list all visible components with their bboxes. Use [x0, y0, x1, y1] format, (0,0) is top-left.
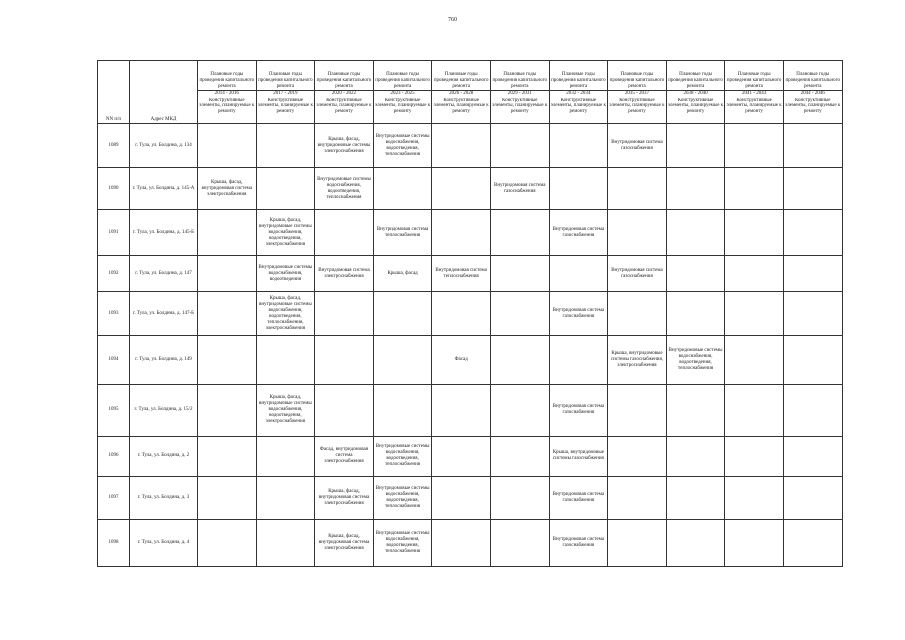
repair-cell: Крыша, фасад, внутридомовые системы водоснабжения, водоотведения, электроснабжения: [256, 210, 315, 256]
repair-cell: [666, 124, 725, 168]
repair-cell: [666, 384, 725, 436]
repair-cell: [608, 436, 667, 476]
repair-cell: Крыша, фасад, внутридомовая система электроснабжения: [198, 168, 257, 210]
repair-cell: [490, 519, 549, 566]
year-range: 2014 - 2016: [198, 91, 257, 98]
repair-cell: [725, 476, 784, 519]
repair-cell: [490, 336, 549, 384]
table-row: [98, 336, 843, 384]
elements-label: Конструктивные элементы, планируемые к ремонту: [549, 98, 608, 124]
repair-cell: [373, 168, 432, 210]
row-number: 1094: [98, 336, 130, 384]
repair-cell: [725, 124, 784, 168]
period-label: Плановые годы проведения капитального ремонта: [783, 61, 842, 91]
repair-cell: [198, 476, 257, 519]
row-address: г. Тула, ул. Болдина, д. 4: [130, 519, 198, 566]
year-range: 2041 - 2043: [725, 91, 784, 98]
row-number: 1097: [98, 476, 130, 519]
repair-cell: Внутридомовая система газоснабжения: [549, 210, 608, 256]
elements-label: Конструктивные элементы, планируемые к ремонту: [256, 98, 315, 124]
repair-cell: [490, 384, 549, 436]
repair-cell: [783, 210, 842, 256]
repair-cell: Крыша, фасад, внутридомовые системы электроснабжения: [315, 124, 374, 168]
repair-cell: [608, 292, 667, 336]
repair-cell: [783, 519, 842, 566]
row-number: 1098: [98, 519, 130, 566]
table-row: [98, 256, 843, 292]
elements-label: Конструктивные элементы, планируемые к ремонту: [198, 98, 257, 124]
row-address: г. Тула, ул. Болдина, д. 147-Б: [130, 292, 198, 336]
repair-cell: [725, 210, 784, 256]
repair-cell: Крыша, фасад: [373, 256, 432, 292]
period-label: Плановые годы проведения капитального ремонта: [256, 61, 315, 91]
row-number: 1092: [98, 256, 130, 292]
repair-cell: [432, 436, 491, 476]
repair-cell: [549, 124, 608, 168]
repair-cell: [432, 519, 491, 566]
repair-cell: [666, 256, 725, 292]
year-range: 2038 - 2040: [666, 91, 725, 98]
table-row: [98, 384, 843, 436]
row-address: г. Тула, ул. Болдина, д. 134: [130, 124, 198, 168]
repair-cell: [783, 436, 842, 476]
repair-cell: [490, 210, 549, 256]
repair-cell: [549, 336, 608, 384]
repair-cell: [432, 476, 491, 519]
repair-cell: [783, 292, 842, 336]
year-range: 2029 - 2031: [490, 91, 549, 98]
year-range: 2020 - 2022: [315, 91, 374, 98]
repair-cell: [198, 210, 257, 256]
row-address: г. Тула, ул. Болдина, д. 2: [130, 436, 198, 476]
repair-cell: Крыша, фасад, внутридомовые системы водоснабжения, водоотведения, теплоснабжения, электроснабжения: [256, 292, 315, 336]
row-number: 1090: [98, 168, 130, 210]
repair-cell: [256, 476, 315, 519]
row-address: г. Тула, ул. Болдина, д. 147: [130, 256, 198, 292]
repair-cell: Внутридомовые системы водоснабжения, водоотведения, теплоснабжения: [666, 336, 725, 384]
repair-cell: [198, 292, 257, 336]
table-row: [98, 124, 843, 168]
repair-cell: Внутридомовые системы водоснабжения, водоотведения, теплоснабжения: [373, 476, 432, 519]
row-number: 1089: [98, 124, 130, 168]
repair-cell: [490, 124, 549, 168]
repair-cell: [783, 336, 842, 384]
repair-cell: [256, 436, 315, 476]
table-row: [98, 476, 843, 519]
period-label: Плановые годы проведения капитального ремонта: [490, 61, 549, 91]
repair-cell: [256, 519, 315, 566]
repair-cell: [373, 384, 432, 436]
repair-cell: [490, 476, 549, 519]
repair-cell: [198, 336, 257, 384]
row-number: 1096: [98, 436, 130, 476]
repair-cell: Внутридомовая система газоснабжения: [549, 519, 608, 566]
header-row-years: [98, 91, 843, 98]
repair-cell: [373, 336, 432, 384]
period-label: Плановые годы проведения капитального ремонта: [198, 61, 257, 91]
repair-cell: [608, 384, 667, 436]
repair-cell: [725, 168, 784, 210]
repair-cell: Внутридомовая система газоснабжения: [608, 256, 667, 292]
repair-cell: [315, 384, 374, 436]
elements-label: Конструктивные элементы, планируемые к ремонту: [608, 98, 667, 124]
repair-cell: [549, 168, 608, 210]
repair-cell: Внутридомовые системы водоснабжения, водоотведения, теплоснабжения: [373, 124, 432, 168]
repair-cell: Крыша, фасад, внутридомовые системы водоснабжения, водоотведения, электроснабжения: [256, 384, 315, 436]
repair-cell: [373, 292, 432, 336]
repair-cell: Внутридомовые системы водоснабжения, водоотведения, теплоснабжения: [315, 168, 374, 210]
period-label: Плановые годы проведения капитального ремонта: [315, 61, 374, 91]
year-range: 2026 - 2028: [432, 91, 491, 98]
row-address: г. Тула, ул. Болдина, д. 145-А: [130, 168, 198, 210]
elements-label: Конструктивные элементы, планируемые к ремонту: [783, 98, 842, 124]
repair-cell: [198, 124, 257, 168]
repair-cell: [198, 519, 257, 566]
repair-cell: [198, 384, 257, 436]
column-header-address: Адрес МКД: [130, 61, 198, 124]
year-range: 2032 - 2034: [549, 91, 608, 98]
header-row-elements: [98, 98, 843, 124]
repair-cell: [666, 168, 725, 210]
repair-cell: Крыша, внутридомовые системы газоснабжения, электроснабжения: [608, 336, 667, 384]
row-number: 1093: [98, 292, 130, 336]
elements-label: Конструктивные элементы, планируемые к ремонту: [725, 98, 784, 124]
year-range: 2023 - 2025: [373, 91, 432, 98]
elements-label: Конструктивные элементы, планируемые к ремонту: [666, 98, 725, 124]
repair-cell: [666, 476, 725, 519]
column-header-number: NN п/п: [98, 61, 130, 124]
repair-cell: Внутридомовая система газоснабжения: [549, 476, 608, 519]
row-address: г. Тула, ул. Болдина, д. 145-Б: [130, 210, 198, 256]
repair-cell: [783, 384, 842, 436]
elements-label: Конструктивные элементы, планируемые к ремонту: [432, 98, 491, 124]
table-row: [98, 436, 843, 476]
table-row: [98, 519, 843, 566]
repair-cell: [432, 168, 491, 210]
repair-cell: [256, 168, 315, 210]
repair-cell: Внутридомовая система газоснабжения: [549, 384, 608, 436]
repair-cell: [432, 384, 491, 436]
repair-cell: [490, 436, 549, 476]
year-range: 2035 - 2037: [608, 91, 667, 98]
repair-cell: Фасад: [432, 336, 491, 384]
header-row-period: [98, 61, 843, 91]
repair-cell: [725, 292, 784, 336]
repair-cell: [198, 436, 257, 476]
repair-cell: [666, 519, 725, 566]
period-label: Плановые годы проведения капитального ремонта: [666, 61, 725, 91]
repair-cell: Крыша, фасад, внутридомовая система электроснабжения: [315, 519, 374, 566]
repair-cell: [315, 336, 374, 384]
year-range: 2017 - 2019: [256, 91, 315, 98]
repair-cell: Крыша, фасад, внутридомовая система электроснабжения: [315, 476, 374, 519]
repair-cell: [256, 124, 315, 168]
period-label: Плановые годы проведения капитального ремонта: [432, 61, 491, 91]
repair-cell: [783, 168, 842, 210]
period-label: Плановые годы проведения капитального ремонта: [725, 61, 784, 91]
repair-cell: [490, 256, 549, 292]
repair-cell: Фасад, внутридомовая система электроснабжения: [315, 436, 374, 476]
repair-cell: [725, 384, 784, 436]
page-number: 760: [448, 17, 457, 23]
repair-cell: [315, 292, 374, 336]
period-label: Плановые годы проведения капитального ремонта: [549, 61, 608, 91]
elements-label: Конструктивные элементы, планируемые к ремонту: [490, 98, 549, 124]
elements-label: Конструктивные элементы, планируемые к ремонту: [315, 98, 374, 124]
year-range: 2044 - 2046: [783, 91, 842, 98]
repair-cell: [432, 210, 491, 256]
elements-label: Конструктивные элементы, планируемые к ремонту: [373, 98, 432, 124]
repair-cell: [666, 210, 725, 256]
repair-cell: [490, 292, 549, 336]
repair-cell: Внутридомовые системы водоснабжения, водоотведения: [256, 256, 315, 292]
row-address: г. Тула, ул. Болдина, д. 149: [130, 336, 198, 384]
row-number: 1091: [98, 210, 130, 256]
repair-cell: [608, 476, 667, 519]
repair-cell: [783, 476, 842, 519]
repair-cell: [666, 292, 725, 336]
repair-cell: [725, 519, 784, 566]
repair-cell: Внутридомовые системы водоснабжения, водоотведения, теплоснабжения: [373, 519, 432, 566]
table-row: [98, 292, 843, 336]
capital-repair-table: [97, 60, 843, 567]
repair-cell: [432, 124, 491, 168]
table-row: [98, 168, 843, 210]
repair-cell: Внутридомовая система теплоснабжения: [373, 210, 432, 256]
repair-cell: Внутридомовая система газоснабжения: [608, 124, 667, 168]
repair-cell: [608, 168, 667, 210]
repair-cell: Внутридомовые системы водоснабжения, водоотведения, теплоснабжения: [373, 436, 432, 476]
row-address: г. Тула, ул. Болдина, д. 3: [130, 476, 198, 519]
repair-cell: Внутридомовая система теплоснабжения: [432, 256, 491, 292]
repair-cell: [608, 210, 667, 256]
repair-cell: [256, 336, 315, 384]
table-row: [98, 210, 843, 256]
repair-cell: Внутридомовая система газоснабжения: [490, 168, 549, 210]
repair-cell: [549, 256, 608, 292]
repair-cell: Крыша, внутридомовые системы газоснабжения: [549, 436, 608, 476]
row-address: г. Тула, ул. Болдина, д. 15/2: [130, 384, 198, 436]
repair-cell: [198, 256, 257, 292]
repair-cell: [666, 436, 725, 476]
repair-cell: [725, 336, 784, 384]
repair-cell: [315, 210, 374, 256]
repair-cell: [608, 519, 667, 566]
repair-cell: [783, 256, 842, 292]
repair-cell: Внутридомовая система газоснабжения: [549, 292, 608, 336]
repair-cell: Внутридомовая система электроснабжения: [315, 256, 374, 292]
repair-cell: [725, 256, 784, 292]
repair-cell: [432, 292, 491, 336]
repair-cell: [783, 124, 842, 168]
row-number: 1095: [98, 384, 130, 436]
repair-cell: [725, 436, 784, 476]
period-label: Плановые годы проведения капитального ремонта: [608, 61, 667, 91]
period-label: Плановые годы проведения капитального ремонта: [373, 61, 432, 91]
